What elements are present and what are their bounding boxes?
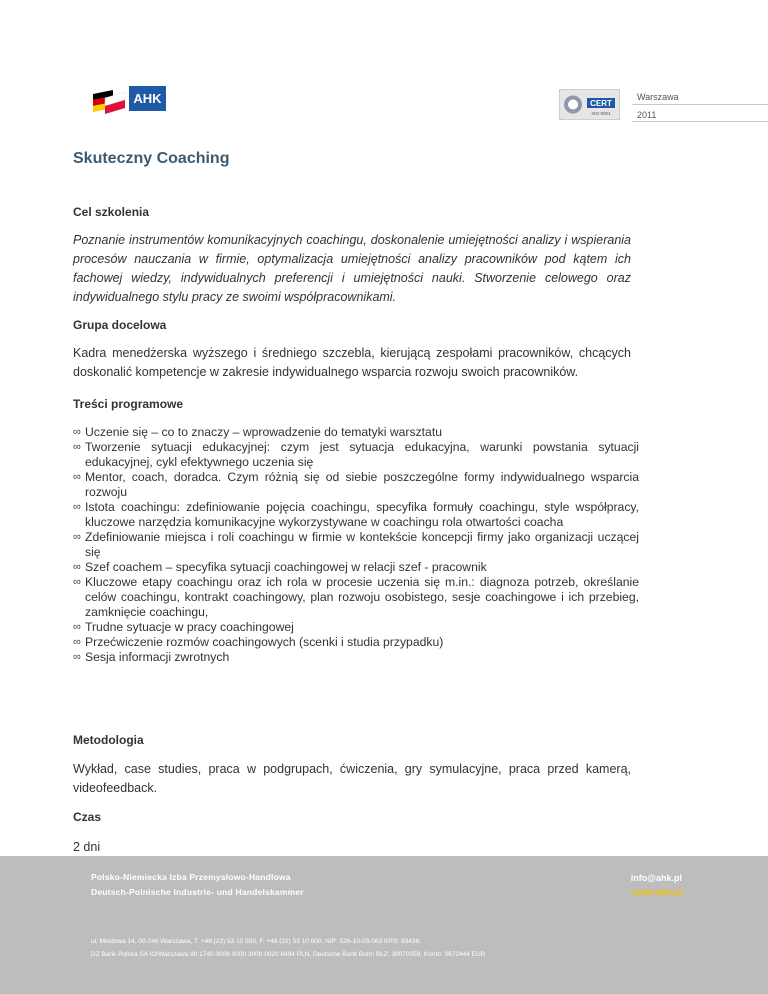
section-text-method: Wykład, case studies, praca w podgrupach, ćwiczenia, gry symulacyjne, praca przed kamerą, videofeedback. [73,762,631,795]
infinity-bullet-icon: ∞ [73,531,81,543]
section-heading-content: Treści programowe [73,397,184,411]
list-item: ∞ Trudne sytuacje w pracy coachingowej [73,620,294,634]
footer-email-link[interactable]: info@ahk.pl [630,873,682,883]
footer-org-pl: Polsko-Niemiecka Izba Przemysłowo-Handlowa [91,872,291,882]
section-heading-method: Metodologia [73,733,144,747]
section-heading-target: Grupa docelowa [73,318,167,332]
svg-text:CERT: CERT [590,99,612,108]
footer-website-link[interactable]: www.ahk.pl [632,887,682,897]
list-item: ∞ Sesja informacji zwrotnych [73,650,230,664]
content-list [73,425,639,665]
list-item: ∞ Istota coachingu: zdefiniowanie pojęcia coachingu, specyfika formuły coachingu, style współpracy, kluczowe narzędzia komunikacyjne wykorzystywane w coachingu rola otwartości coacha [73,500,639,529]
section-heading-goal: Cel szkolenia [73,205,150,219]
list-item: ∞ Uczenie się – co to znaczy – wprowadzenie do tematyki warsztatu [73,425,442,439]
footer-address: ul. Miodowa 14, 00-246 Warszawa, T. +48 (22) 53 10 500, F. +48 (22) 53 10 600, NIP: 526-10-29-063 KRS: 93438, [91,938,421,945]
infinity-bullet-icon: ∞ [73,621,81,633]
header-city: Warszawa [637,92,679,102]
section-text-time: 2 dni [73,840,101,854]
infinity-bullet-icon: ∞ [73,426,81,438]
list-item: ∞ Kluczowe etapy coachingu oraz ich rola w procesie uczenia się m.in.: diagnoza potrzeb, określanie celów coachingu, kontrakt coachingowy, plan rozwoju osobistego, sesje coachingowe i ich przebieg, zamknięcie coachingu, [73,575,639,619]
footer-bank: DZ Bank Polska SA IO/Warszawa 80 1740 0006 0000 3000 0020 8494 PLN, Deutsche Bank Bonn BLZ: 38070059, Konto: 0672444 EUR [91,951,486,958]
list-item: ∞ Zdefiniowanie miejsca i roli coachingu w firmie w kontekście koncepcji firmy jako organizacji uczącej się [73,530,639,559]
list-item: ∞ Szef coachem – specyfika sytuacji coachingowej w relacji szef - pracownik [73,560,487,574]
header-year: 2011 [637,110,657,120]
infinity-bullet-icon: ∞ [73,471,81,483]
infinity-bullet-icon: ∞ [73,561,81,573]
ahk-logo-text: AHK [133,91,162,106]
infinity-bullet-icon: ∞ [73,636,81,648]
ahk-logo [93,86,166,117]
header-divider [632,121,768,122]
document-title: Skuteczny Coaching [73,150,230,167]
section-text-target: Kadra menedżerska wyższego i średniego szczebla, kierującą zespołami pracowników, chcących doskonalić kompetencje w zakresie indywidualnego wsparcia rozwoju swoich pracowników. [73,346,631,379]
list-item: ∞ Przećwiczenie rozmów coachingowych (scenki i studia przypadku) [73,635,444,649]
footer-org-de: Deutsch-Polnische Industrie- und Handelskammer [91,887,304,897]
list-item: ∞ Tworzenie sytuacji edukacyjnej: czym jest sytuacja edukacyjna, warunki powstania sytuacji edukacyjnej, cykl efektywnego uczenia się [73,440,639,469]
iso-cert-seal [559,89,620,120]
infinity-bullet-icon: ∞ [73,501,81,513]
section-text-goal: Poznanie instrumentów komunikacyjnych coachingu, doskonalenie umiejętności analizy i wspierania procesów nauczania w firmie, optymalizacja umiejętności analizy pracowników pod kątem ich fachowej wiedzy, indywidualnych preferencji i umiejętności nauki. Stworzenie celowego oraz indywidualnego stylu pracy ze swoimi współpracownikami. [73,233,631,304]
header-divider [632,104,768,105]
infinity-bullet-icon: ∞ [73,441,81,453]
infinity-bullet-icon: ∞ [73,576,81,588]
list-item: ∞ Mentor, coach, doradca. Czym różnią się od siebie poszczególne formy indywidualnego wsparcia rozwoju [73,470,639,499]
infinity-bullet-icon: ∞ [73,651,81,663]
section-heading-time: Czas [73,810,102,824]
svg-text:ISO 9001: ISO 9001 [591,111,611,116]
